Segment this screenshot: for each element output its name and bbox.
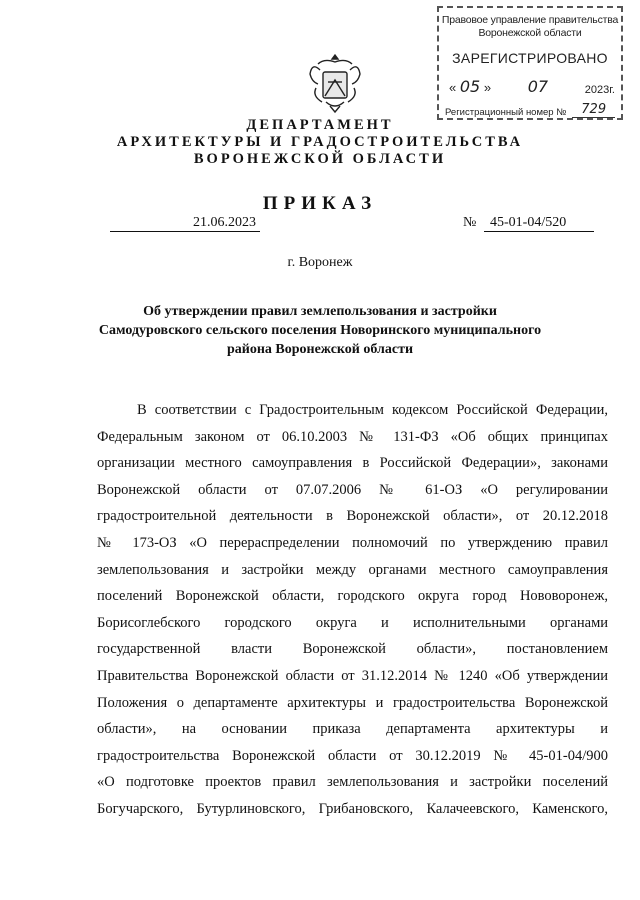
order-subject <box>80 302 560 359</box>
body-line: В соответствии с Градостроительным кодексом Российской Федерации, <box>137 402 608 418</box>
stamp-org-line1: Правовое управление правительства <box>441 14 619 26</box>
order-date: 21.06.2023 <box>110 215 260 232</box>
department-line3: ВОРОНЕЖСКОЙ ОБЛАСТИ <box>193 151 447 167</box>
stamp-reg-number-value: 729 <box>572 102 615 118</box>
stamp-reg-number <box>445 104 615 118</box>
body-line: Правительства Воронежской области от 31.12.2014 № 1240 «Об утверждении <box>97 667 608 684</box>
body-line: государственной власти Воронежской области», постановлением <box>97 641 608 658</box>
stamp-registered: ЗАРЕГИСТРИРОВАНО <box>452 50 608 66</box>
order-number-label: № <box>463 215 477 230</box>
body-line: области», на основании приказа департамента архитектуры и <box>97 721 608 738</box>
body-line: № 173-ОЗ «О перераспределении полномочий по утверждению правил <box>97 534 608 551</box>
body-line: поселений Воронежской области, городского округа город Нововоронеж, <box>97 588 608 605</box>
stamp-reg-number-label: Регистрационный номер № <box>445 107 567 118</box>
order-city: г. Воронеж <box>287 255 353 270</box>
body-line: градостроительства Воронежской области от 30.12.2019 № 45-01-04/900 <box>97 747 608 764</box>
order-number: 45-01-04/520 <box>484 215 594 232</box>
stamp-day: 05 <box>459 77 481 96</box>
body-line: Федеральным законом от 06.10.2003 № 131-ФЗ «Об общих принципах <box>97 428 608 445</box>
department-line1: ДЕПАРТАМЕНТ <box>246 117 394 133</box>
order-title: ПРИКАЗ <box>262 193 378 214</box>
body-line: Воронежской области от 07.07.2006 № 61-ОЗ «О регулировании <box>97 481 608 498</box>
body-line: организации местного самоуправления в Российской Федерации», законами <box>97 455 608 472</box>
body-line: землепользования и застройки между органами местного самоуправления <box>97 561 608 578</box>
body-line: Борисоглебского городского округа и исполнительными органами <box>97 614 608 631</box>
registration-stamp <box>437 6 623 120</box>
body-line: Положения о департаменте архитектуры и градостроительства Воронежской <box>97 694 608 711</box>
order-body-text <box>97 397 608 823</box>
stamp-date: « 05 » 07 2023г. <box>449 77 615 96</box>
stamp-month: 07 <box>527 77 549 96</box>
department-line2: АРХИТЕКТУРЫ И ГРАДОСТРОИТЕЛЬСТВА <box>116 134 524 150</box>
body-line: градостроительной деятельности в Воронежской области», от 20.12.2018 <box>97 508 608 525</box>
subject-line3: района Воронежской области <box>226 342 414 357</box>
subject-line2: Самодуровского сельского поселения Новоринского муниципального <box>98 323 542 338</box>
voronezh-coat-of-arms-icon <box>306 52 364 116</box>
subject-line1: Об утверждении правил землепользования и застройки <box>143 304 497 319</box>
stamp-org-line2: Воронежской области <box>478 27 582 39</box>
stamp-year: 2023г. <box>584 84 615 96</box>
stamp-org <box>439 14 621 40</box>
body-line: Богучарского, Бутурлиновского, Грибановского, Калачеевского, Каменского, <box>97 800 608 817</box>
body-line: «О подготовке проектов правил землепользования и застройки поселений <box>97 774 608 791</box>
